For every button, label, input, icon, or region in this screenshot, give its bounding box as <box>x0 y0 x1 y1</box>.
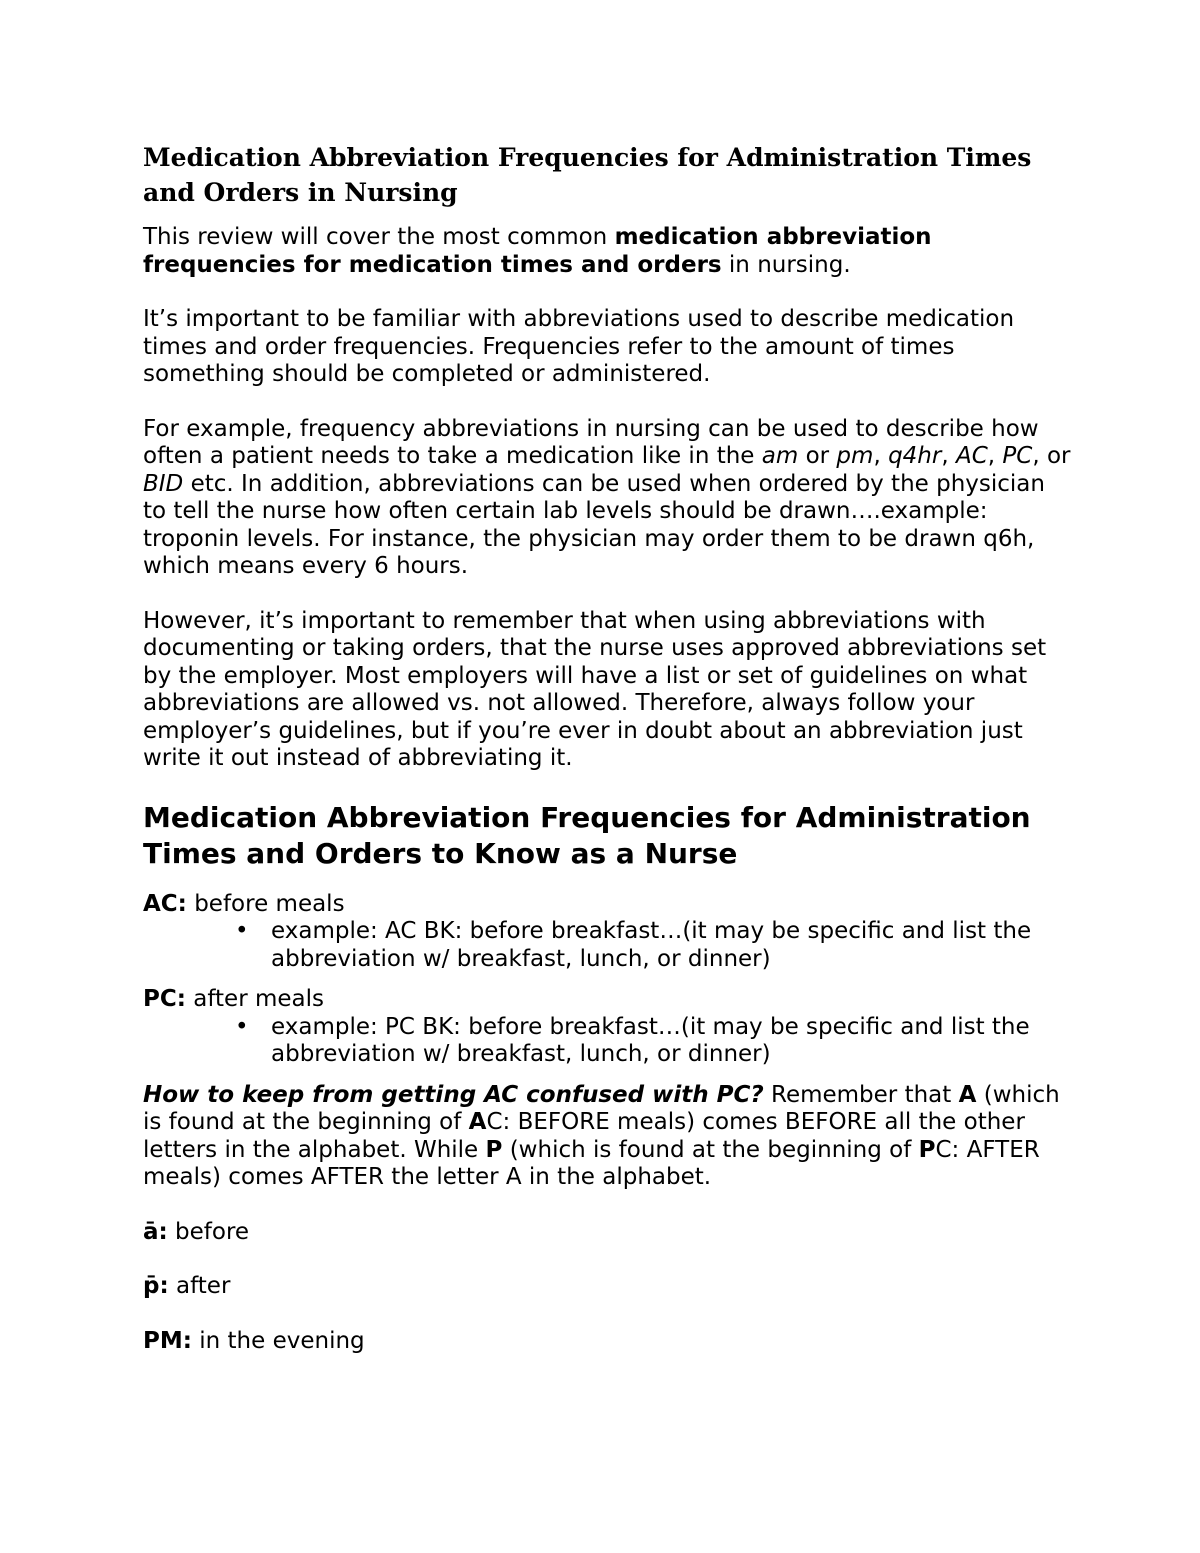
term-pm <box>143 1328 1073 1356</box>
example-text-2: or <box>798 443 837 469</box>
abbr-q4hr: q4hr <box>888 443 942 469</box>
term-ac-examples <box>143 918 1073 973</box>
abbr-bid: BID <box>143 470 184 497</box>
example-text-7: etc. In addition, abbreviations can be used when ordered by the physician to tell the nurse how often certain lab levels should be drawn….example: troponin levels. For instance, the physician may order them to be drawn q6h, which means every 6 hours. <box>143 470 1045 579</box>
term-a-bar <box>143 1219 1073 1247</box>
example-text-4: , <box>941 443 956 469</box>
document-page <box>143 140 1073 1382</box>
abbr-am: am <box>761 443 799 469</box>
mnemonic-text-4: (which is found at the beginning of <box>502 1136 919 1163</box>
term-ac-example: example: AC BK: before breakfast…(it may be specific and list the abbreviation w/ breakfast, lunch, or dinner) <box>271 918 1032 972</box>
mnemonic-text-5: C: AFTER meals) comes AFTER the letter A in the alphabet. <box>143 1136 1040 1190</box>
section-heading: Medication Abbreviation Frequencies for Administration Times and Orders to Know as a Nurse <box>143 800 1031 870</box>
bullet-icon: • <box>235 918 249 944</box>
mnemonic-text-2: (which is found at the beginning of <box>143 1081 1060 1135</box>
term-pc <box>143 986 1073 1014</box>
intro-text-end: in nursing. <box>721 251 851 278</box>
term-p-bar-label: p̄: <box>143 1273 169 1299</box>
list-item <box>235 1013 1073 1069</box>
mnemonic-text-3: C: BEFORE meals) comes BEFORE all the other letters in the alphabet. While <box>143 1109 1025 1163</box>
list-item <box>235 918 1073 973</box>
intro-paragraph <box>143 224 1073 279</box>
term-pc-definition: after meals <box>185 986 324 1012</box>
guidelines-paragraph: However, it’s important to remember that when using abbreviations with documenting or taking orders, that the nurse uses approved abbreviations set by the employer. Most employers will have a list or set of guidelines on what abbreviations are allowed vs. not allowed. Therefore, always follow your employer’s guidelines, but if you’re ever in doubt about an abbreviation just write it out instead of abbreviating it. <box>143 607 1047 771</box>
abbr-pc: PC <box>1002 443 1033 469</box>
term-p-bar-definition: after <box>168 1273 231 1299</box>
intro-bold-phrase: medication abbreviation frequencies for medication times and orders <box>143 224 932 278</box>
example-text-6: , or <box>1032 443 1071 469</box>
term-pm-label: PM: <box>143 1327 192 1354</box>
mnemonic-letter-p: P <box>485 1136 503 1163</box>
intro-text-start: This review will cover the most common <box>143 224 615 250</box>
mnemonic-text-1: Remember that <box>763 1081 959 1108</box>
example-text-3: , <box>873 443 889 469</box>
term-ac-definition: before meals <box>186 890 345 917</box>
example-text-1: For example, frequency abbreviations in nursing can be used to describe how often a patient needs to take a medication like in the <box>143 415 1039 469</box>
abbr-pm: pm <box>836 443 874 469</box>
mnemonic-question: How to keep from getting AC confused with PC? <box>143 1081 764 1108</box>
term-a-bar-definition: before <box>167 1218 250 1245</box>
example-text-5: , <box>987 443 1003 469</box>
example-paragraph <box>143 416 1073 581</box>
term-pc-example: example: PC BK: before breakfast…(it may be specific and list the abbreviation w/ breakfast, lunch, or dinner) <box>271 1013 1030 1067</box>
familiarity-paragraph: It’s important to be familiar with abbreviations used to describe medication times and order frequencies. Frequencies refer to the amount of times something should be completed or administered. <box>143 306 1015 387</box>
term-pc-examples <box>143 1014 1073 1069</box>
mnemonic-letter-a: A <box>958 1081 977 1108</box>
term-ac-label: AC: <box>143 890 187 917</box>
document-title: Medication Abbreviation Frequencies for Administration Times and Orders in Nursing <box>143 143 1032 207</box>
bullet-icon: • <box>235 1013 249 1040</box>
mnemonic-paragraph <box>143 1082 1073 1192</box>
term-pc-label: PC: <box>143 986 186 1012</box>
abbr-ac: AC <box>955 443 988 469</box>
term-pm-definition: in the evening <box>191 1327 365 1354</box>
mnemonic-letter-a-2: A <box>468 1109 487 1135</box>
term-a-bar-label: ā: <box>143 1218 168 1245</box>
term-p-bar <box>143 1273 1073 1301</box>
term-ac <box>143 891 1073 919</box>
mnemonic-letter-p-2: P <box>918 1136 936 1163</box>
